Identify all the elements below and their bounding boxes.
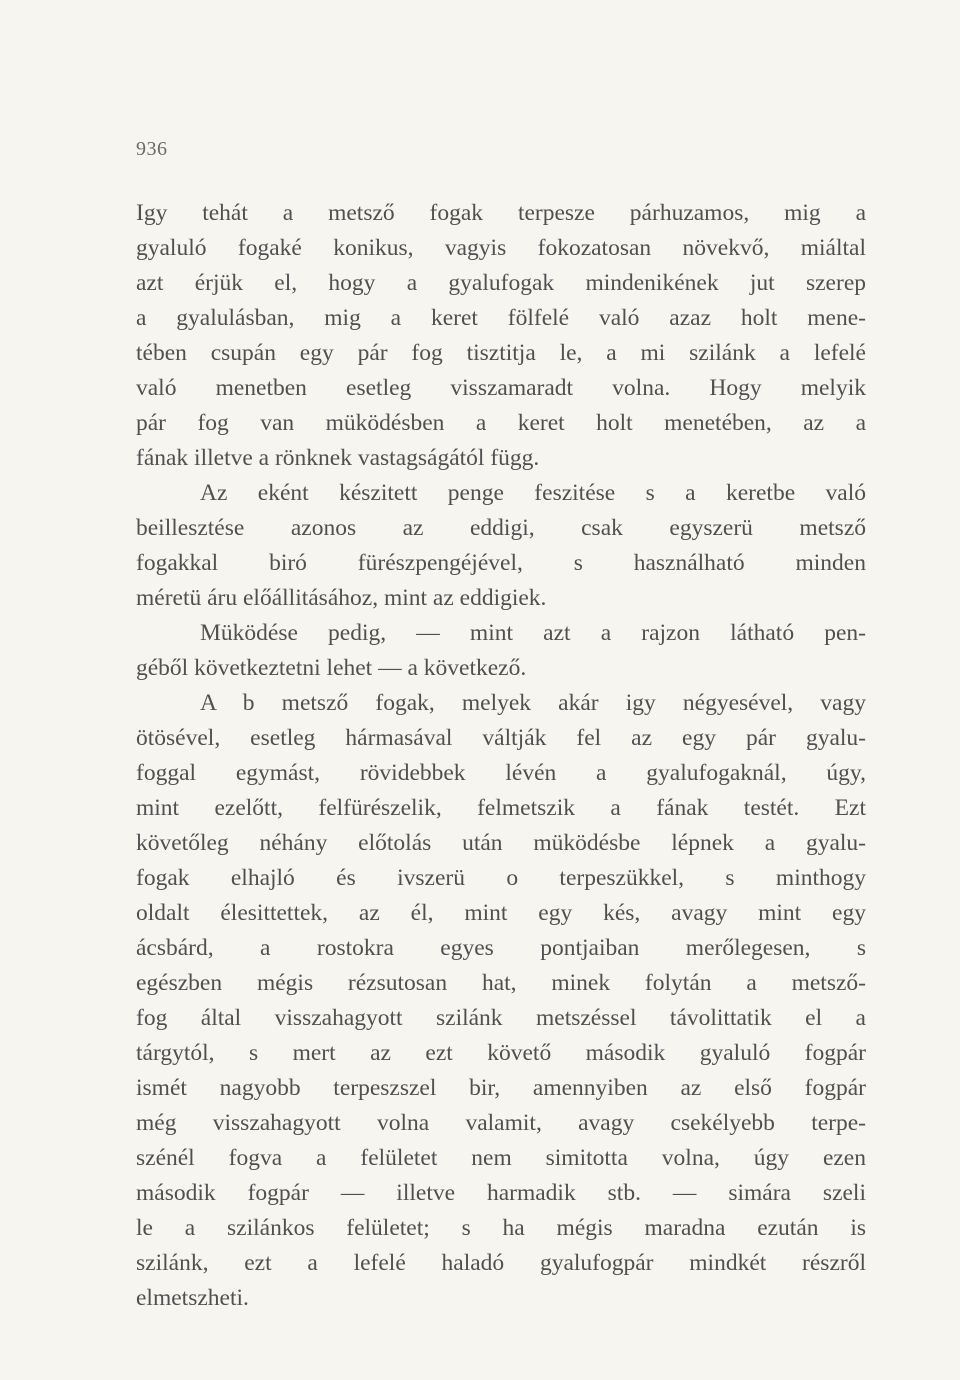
text-line: fogakkal biró fürészpengéjével, s használható minden (136, 550, 866, 576)
text-line: fog által visszahagyott szilánk metszéssel távolittatik el a (136, 1005, 866, 1031)
text-line: tében csupán egy pár fog tisztitja le, a mi szilánk a lefelé (136, 340, 866, 366)
text-line: szénél fogva a felületet nem simitotta volna, úgy ezen (136, 1145, 866, 1171)
text-line: ötösével, esetleg hármasával váltják fel az egy pár gyalu- (136, 725, 866, 751)
text-line: gyaluló fogaké konikus, vagyis fokozatosan növekvő, miáltal (136, 235, 866, 261)
text-line: A b metsző fogak, melyek akár igy négyesével, vagy (200, 690, 866, 716)
text-line: oldalt élesittettek, az él, mint egy kés, avagy mint egy (136, 900, 866, 926)
text-line: Müködése pedig, — mint azt a rajzon látható pen- (200, 620, 866, 646)
text-line: második fogpár — illetve harmadik stb. — simára szeli (136, 1180, 866, 1206)
text-line: pár fog van müködésben a keret holt menetében, az a (136, 410, 866, 436)
text-line: méretü áru előállitásához, mint az eddigiek. (136, 585, 547, 611)
text-line: géből következtetni lehet — a következő. (136, 655, 527, 681)
text-line: azt érjük el, hogy a gyalufogak mindenikének jut szerep (136, 270, 866, 296)
text-line: beillesztése azonos az eddigi, csak egyszerü metsző (136, 515, 866, 541)
text-line: még visszahagyott volna valamit, avagy csekélyebb terpe- (136, 1110, 866, 1136)
text-line: követőleg néhány előtolás után müködésbe lépnek a gyalu- (136, 830, 866, 856)
text-line: szilánk, ezt a lefelé haladó gyalufogpár mindkét részről (136, 1250, 866, 1276)
text-line: foggal egymást, rövidebbek lévén a gyalufogaknál, úgy, (136, 760, 866, 786)
text-line: fának illetve a rönknek vastagságától függ. (136, 445, 540, 471)
text-line: elmetszheti. (136, 1285, 249, 1311)
text-line: egészben mégis rézsutosan hat, minek folytán a metsző- (136, 970, 866, 996)
page-number: 936 (136, 138, 168, 160)
text-line: fogak elhajló és ivszerü o terpeszükkel, s minthogy (136, 865, 866, 891)
text-line: ácsbárd, a rostokra egyes pontjaiban merőlegesen, s (136, 935, 866, 961)
text-line: ismét nagyobb terpeszszel bir, amennyiben az első fogpár (136, 1075, 866, 1101)
body-text (136, 196, 866, 1316)
text-line: a gyalulásban, mig a keret fölfelé való azaz holt mene- (136, 305, 866, 331)
text-line: tárgytól, s mert az ezt követő második gyaluló fogpár (136, 1040, 866, 1066)
text-line: mint ezelőtt, felfürészelik, felmetszik a fának testét. Ezt (136, 795, 866, 821)
text-line: Az eként készitett penge feszitése s a keretbe való (200, 480, 866, 506)
text-line: való menetben esetleg visszamaradt volna. Hogy melyik (136, 375, 866, 401)
text-line: Igy tehát a metsző fogak terpesze párhuzamos, mig a (136, 200, 866, 226)
text-line: le a szilánkos felületet; s ha mégis maradna ezután is (136, 1215, 866, 1241)
